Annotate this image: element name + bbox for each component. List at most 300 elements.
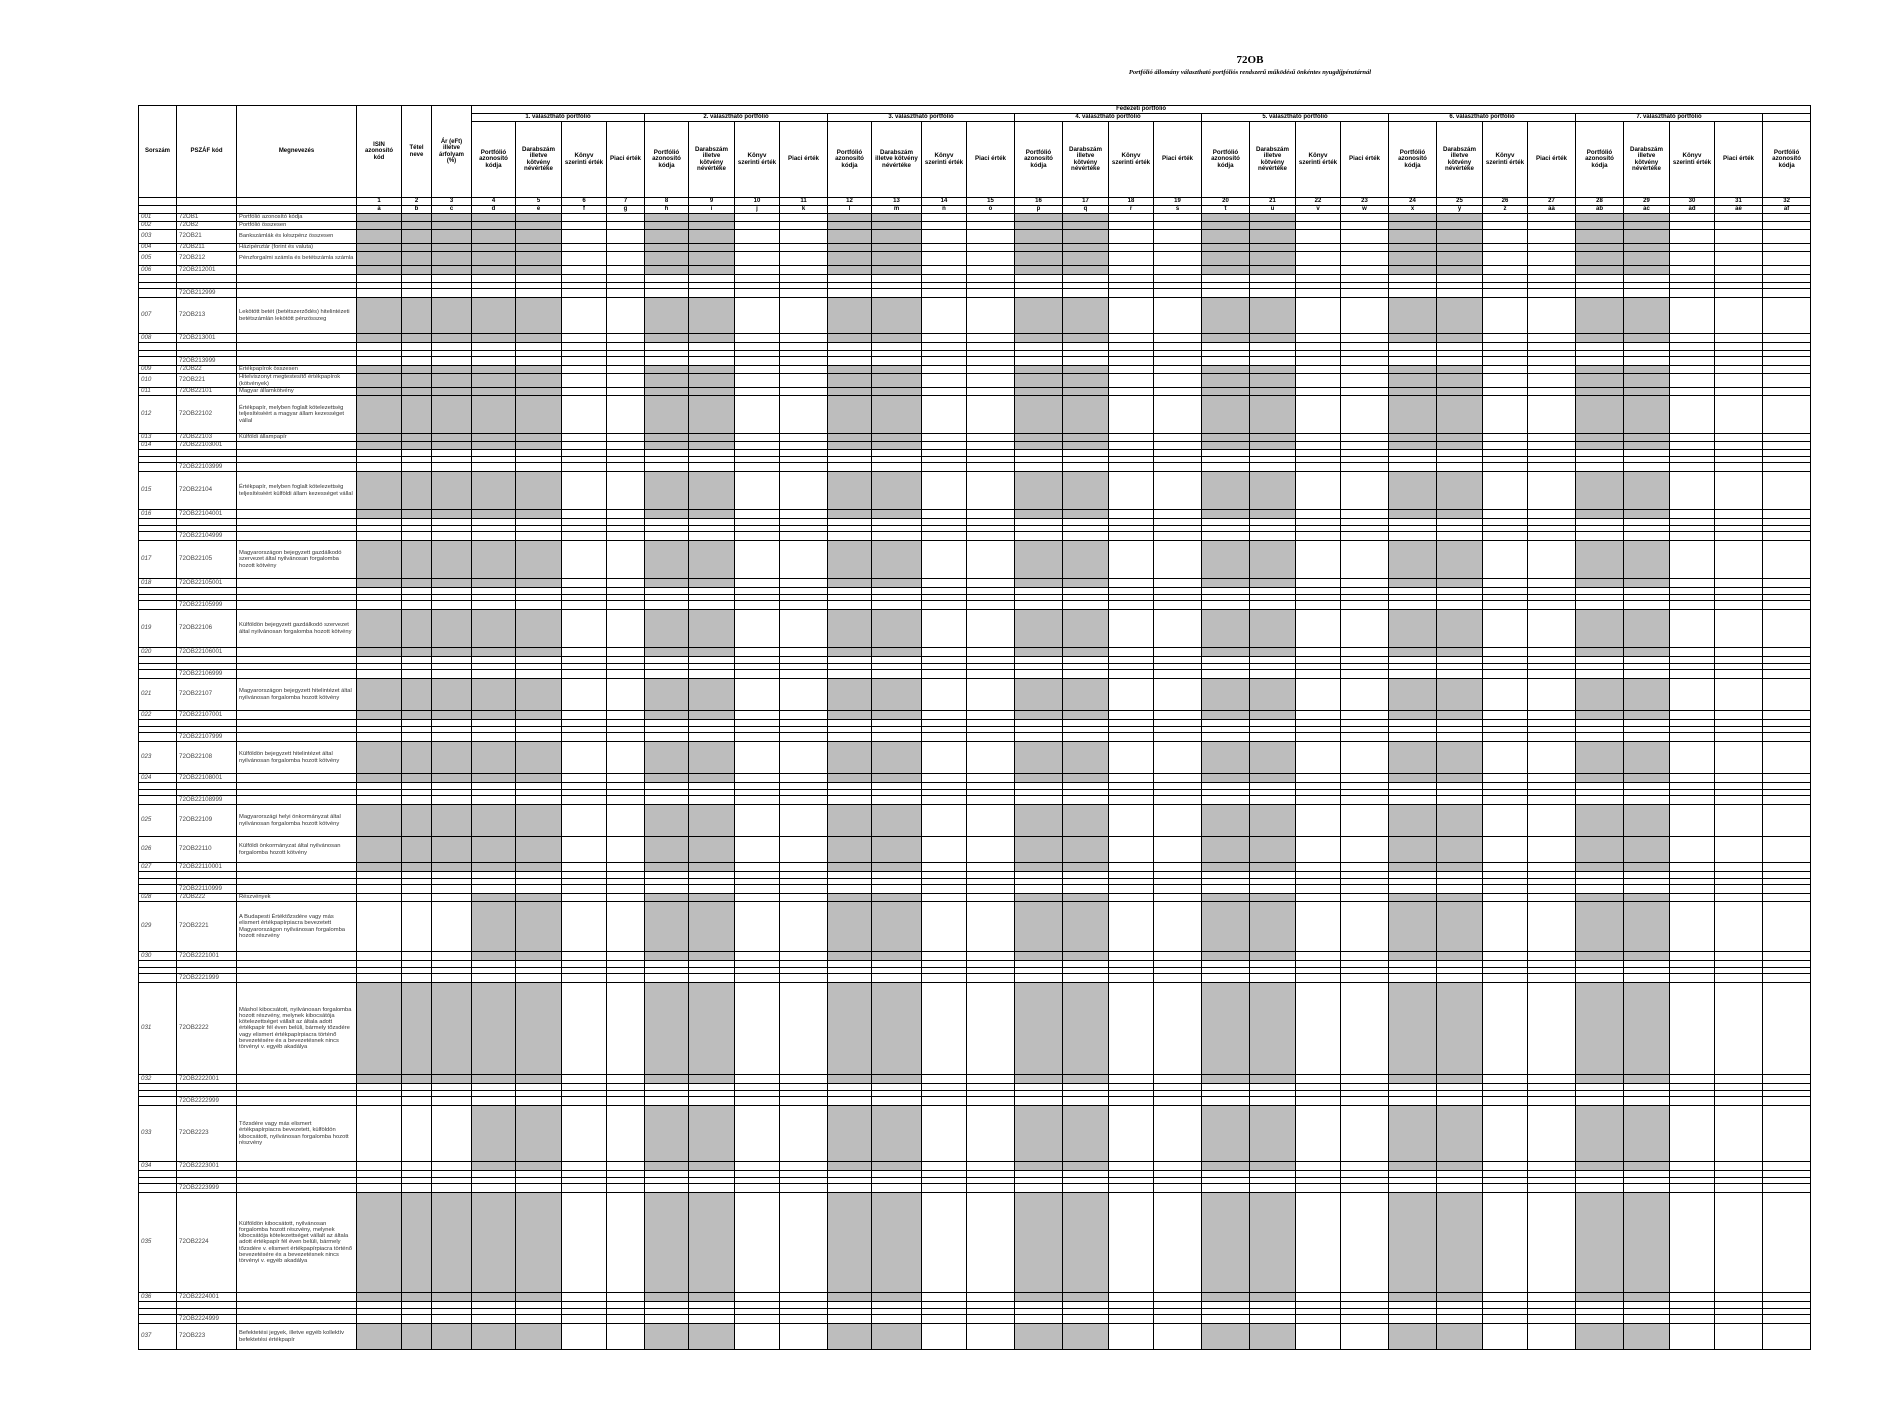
data-cell: [735, 541, 780, 579]
data-cell: [1389, 450, 1437, 457]
data-cell: [1670, 1184, 1715, 1193]
data-cell: [967, 289, 1015, 298]
data-cell: [1763, 519, 1811, 526]
data-cell: [828, 720, 872, 727]
data-cell: [689, 863, 735, 872]
data-cell: [1483, 783, 1528, 790]
data-cell: [1202, 442, 1250, 450]
data-cell: [472, 983, 516, 1075]
data-cell: [1063, 396, 1109, 434]
data-cell: [1063, 388, 1109, 396]
data-cell: [1483, 510, 1528, 519]
data-cell: [1154, 588, 1202, 595]
data-cell: [607, 1084, 645, 1091]
data-cell: [1763, 579, 1811, 588]
pszaf-kod-header: PSZÁF kód: [177, 106, 237, 198]
data-cell: [402, 388, 432, 396]
data-cell: [1763, 657, 1811, 664]
data-cell: [357, 252, 402, 266]
data-cell: [357, 872, 402, 879]
data-cell: [562, 885, 607, 894]
data-cell: [1250, 1184, 1296, 1193]
data-cell: [432, 952, 472, 961]
data-cell: [967, 837, 1015, 863]
data-cell: [562, 1193, 607, 1293]
data-cell: [872, 230, 922, 244]
data-cell: [1670, 742, 1715, 774]
data-cell: [562, 510, 607, 519]
data-cell: [1437, 334, 1483, 343]
data-cell: [472, 601, 516, 610]
data-cell: [562, 519, 607, 526]
data-cell: [1483, 774, 1528, 783]
data-cell: [432, 463, 472, 472]
data-cell: [1015, 396, 1063, 434]
data-cell: [1015, 837, 1063, 863]
data-cell: [645, 1106, 689, 1162]
data-cell: [922, 343, 967, 351]
data-cell: [1389, 742, 1437, 774]
data-cell: [1341, 720, 1389, 727]
data-cell: [1624, 601, 1670, 610]
data-cell: [922, 863, 967, 872]
data-cell: [1389, 733, 1437, 742]
data-cell: [645, 1184, 689, 1193]
data-cell: [1015, 334, 1063, 343]
data-cell: [967, 1293, 1015, 1302]
data-cell: [1715, 1302, 1763, 1309]
data-cell: [1109, 214, 1154, 222]
data-cell: [432, 1075, 472, 1084]
data-cell: [1528, 222, 1576, 230]
data-cell: [1063, 1084, 1109, 1091]
sorszam-cell: 024: [139, 774, 177, 783]
data-cell: [1576, 1324, 1624, 1350]
col-letter: y: [1437, 206, 1483, 214]
data-cell: [1763, 742, 1811, 774]
pszaf-kod-cell: 72OB2224001: [177, 1293, 237, 1302]
data-cell: [1715, 952, 1763, 961]
data-cell: [402, 805, 432, 837]
col-letter: a: [357, 206, 402, 214]
data-cell: [402, 442, 432, 450]
data-cell: [562, 588, 607, 595]
data-cell: [472, 275, 516, 283]
data-cell: [1154, 519, 1202, 526]
data-cell: [1202, 230, 1250, 244]
data-cell: [1296, 588, 1341, 595]
data-cell: [1154, 510, 1202, 519]
data-cell: [1250, 610, 1296, 648]
data-cell: [689, 588, 735, 595]
data-cell: [607, 1193, 645, 1293]
data-cell: [1483, 742, 1528, 774]
data-cell: [828, 1293, 872, 1302]
pszaf-kod-cell: 72OB213999: [177, 357, 237, 366]
data-cell: [1341, 974, 1389, 983]
data-cell: [1528, 588, 1576, 595]
data-cell: [1063, 1075, 1109, 1084]
data-cell: [922, 510, 967, 519]
data-cell: [872, 334, 922, 343]
pszaf-kod-cell: [177, 961, 237, 968]
data-cell: [607, 837, 645, 863]
data-cell: [1109, 541, 1154, 579]
data-cell: [689, 974, 735, 983]
data-cell: [1576, 266, 1624, 275]
data-cell: [1250, 894, 1296, 902]
data-cell: [828, 902, 872, 952]
data-cell: [1483, 885, 1528, 894]
data-cell: [516, 275, 562, 283]
data-cell: [1109, 863, 1154, 872]
data-cell: [1109, 885, 1154, 894]
data-cell: [1109, 720, 1154, 727]
data-cell: [1715, 902, 1763, 952]
data-cell: [1341, 894, 1389, 902]
data-cell: [1576, 588, 1624, 595]
data-cell: [1624, 974, 1670, 983]
data-cell: [828, 472, 872, 510]
data-cell: [828, 1171, 872, 1178]
data-cell: [1483, 974, 1528, 983]
data-cell: [1528, 442, 1576, 450]
data-cell: [735, 1293, 780, 1302]
data-cell: [1015, 885, 1063, 894]
data-cell: [967, 774, 1015, 783]
data-cell: [1109, 679, 1154, 711]
data-cell: [1109, 396, 1154, 434]
data-cell: [1528, 742, 1576, 774]
data-cell: [1528, 711, 1576, 720]
data-cell: [967, 733, 1015, 742]
data-cell: [922, 670, 967, 679]
data-cell: [1296, 222, 1341, 230]
data-cell: [1063, 434, 1109, 442]
data-cell: [1483, 1315, 1528, 1324]
data-cell: [1437, 357, 1483, 366]
data-cell: [607, 230, 645, 244]
data-cell: [1296, 742, 1341, 774]
data-cell: [735, 275, 780, 283]
data-cell: [607, 532, 645, 541]
table-row: [139, 388, 1811, 396]
data-cell: [1250, 733, 1296, 742]
data-cell: [1250, 711, 1296, 720]
data-cell: [1250, 374, 1296, 388]
data-cell: [1670, 711, 1715, 720]
data-cell: [828, 230, 872, 244]
data-cell: [1483, 648, 1528, 657]
data-cell: [1154, 894, 1202, 902]
data-cell: [357, 601, 402, 610]
data-cell: [357, 588, 402, 595]
data-cell: [967, 366, 1015, 374]
data-cell: [432, 374, 472, 388]
data-cell: [1670, 450, 1715, 457]
data-cell: [967, 952, 1015, 961]
data-cell: [432, 230, 472, 244]
data-cell: [1576, 885, 1624, 894]
data-cell: [1109, 510, 1154, 519]
pszaf-kod-cell: 72OB22104999: [177, 532, 237, 541]
data-cell: [1389, 601, 1437, 610]
data-cell: [1763, 601, 1811, 610]
data-cell: [1109, 1097, 1154, 1106]
data-cell: [472, 230, 516, 244]
data-cell: [516, 450, 562, 457]
data-cell: [1528, 396, 1576, 434]
data-cell: [1015, 711, 1063, 720]
data-cell: [1015, 366, 1063, 374]
data-cell: [1576, 1084, 1624, 1091]
data-cell: [1250, 252, 1296, 266]
col-letter: u: [1250, 206, 1296, 214]
sorszam-cell: 002: [139, 222, 177, 230]
data-cell: [1763, 396, 1811, 434]
pszaf-kod-cell: 72OB222: [177, 894, 237, 902]
data-cell: [872, 711, 922, 720]
data-cell: [1250, 657, 1296, 664]
data-cell: [780, 902, 828, 952]
data-cell: [562, 541, 607, 579]
data-cell: [780, 434, 828, 442]
data-cell: [1437, 230, 1483, 244]
data-cell: [1341, 805, 1389, 837]
data-cell: [516, 742, 562, 774]
data-cell: [1576, 657, 1624, 664]
data-cell: [1763, 510, 1811, 519]
data-cell: [1483, 532, 1528, 541]
data-cell: [1015, 463, 1063, 472]
sorszam-cell: [139, 1084, 177, 1091]
data-cell: [922, 289, 967, 298]
data-cell: [1063, 298, 1109, 334]
data-cell: [1341, 983, 1389, 1075]
data-cell: [872, 252, 922, 266]
data-cell: [1624, 289, 1670, 298]
data-cell: [872, 885, 922, 894]
data-cell: [872, 388, 922, 396]
sorszam-cell: 008: [139, 334, 177, 343]
data-cell: [562, 610, 607, 648]
data-cell: [1202, 742, 1250, 774]
data-cell: [1624, 510, 1670, 519]
data-cell: [607, 366, 645, 374]
megnevezes-cell: Befektetési jegyek, illetve egyéb kollektív befektetési értékpapír: [237, 1324, 357, 1350]
data-cell: [689, 366, 735, 374]
data-cell: [1715, 244, 1763, 252]
data-cell: [1296, 579, 1341, 588]
megnevezes-cell: [237, 275, 357, 283]
col-number: 32: [1763, 198, 1811, 206]
data-cell: [735, 1315, 780, 1324]
data-cell: [689, 837, 735, 863]
data-cell: [1341, 961, 1389, 968]
data-cell: [1063, 289, 1109, 298]
data-cell: [1528, 388, 1576, 396]
data-cell: [1341, 442, 1389, 450]
data-cell: [1341, 1302, 1389, 1309]
data-cell: [1670, 902, 1715, 952]
sorszam-cell: [139, 519, 177, 526]
data-cell: [645, 679, 689, 711]
data-cell: [472, 796, 516, 805]
data-cell: [1763, 588, 1811, 595]
data-cell: [1015, 657, 1063, 664]
data-cell: [828, 1324, 872, 1350]
data-cell: [735, 872, 780, 879]
data-cell: [562, 796, 607, 805]
data-cell: [1296, 902, 1341, 952]
data-cell: [1389, 434, 1437, 442]
data-cell: [872, 357, 922, 366]
data-cell: [645, 837, 689, 863]
data-cell: [828, 805, 872, 837]
data-cell: [357, 1315, 402, 1324]
data-cell: [1296, 230, 1341, 244]
data-cell: [562, 244, 607, 252]
data-cell: [607, 472, 645, 510]
data-cell: [402, 1184, 432, 1193]
data-cell: [1437, 463, 1483, 472]
table-row: [139, 434, 1811, 442]
data-cell: [562, 275, 607, 283]
data-cell: [516, 783, 562, 790]
data-cell: [828, 1097, 872, 1106]
data-cell: [967, 244, 1015, 252]
data-cell: [1624, 334, 1670, 343]
data-cell: [735, 720, 780, 727]
data-cell: [1624, 222, 1670, 230]
data-cell: [1154, 1075, 1202, 1084]
data-cell: [1624, 579, 1670, 588]
data-cell: [1202, 1084, 1250, 1091]
data-cell: [607, 510, 645, 519]
data-cell: [1015, 863, 1063, 872]
blank-header-cell: [139, 206, 177, 214]
data-cell: [1483, 1171, 1528, 1178]
portfolio-title-6: 6. választható portfólió: [1389, 114, 1576, 122]
data-cell: [1202, 510, 1250, 519]
data-cell: [1154, 837, 1202, 863]
data-cell: [689, 670, 735, 679]
data-cell: [1296, 679, 1341, 711]
data-cell: [1063, 796, 1109, 805]
data-cell: [1389, 366, 1437, 374]
data-cell: [1483, 863, 1528, 872]
data-cell: [872, 783, 922, 790]
data-cell: [1483, 1084, 1528, 1091]
data-cell: [735, 366, 780, 374]
data-cell: [432, 1084, 472, 1091]
data-cell: [516, 774, 562, 783]
data-cell: [516, 720, 562, 727]
data-cell: [1250, 222, 1296, 230]
sorszam-cell: 025: [139, 805, 177, 837]
data-cell: [1576, 388, 1624, 396]
data-cell: [1670, 648, 1715, 657]
data-cell: [735, 610, 780, 648]
data-cell: [1624, 902, 1670, 952]
data-cell: [1576, 974, 1624, 983]
data-cell: [1483, 579, 1528, 588]
data-cell: [1109, 450, 1154, 457]
table-row: [139, 1075, 1811, 1084]
data-cell: [1154, 670, 1202, 679]
data-cell: [1437, 1106, 1483, 1162]
data-cell: [1154, 1171, 1202, 1178]
data-cell: [828, 252, 872, 266]
data-cell: [1528, 366, 1576, 374]
megnevezes-cell: [237, 450, 357, 457]
data-cell: [1202, 472, 1250, 510]
data-cell: [516, 733, 562, 742]
data-cell: [922, 774, 967, 783]
data-cell: [1624, 961, 1670, 968]
portfolio-title-4: 4. választható portfólió: [1015, 114, 1202, 122]
data-cell: [357, 805, 402, 837]
table-row: [139, 610, 1811, 648]
sorszam-cell: [139, 733, 177, 742]
megnevezes-cell: Magyarországi helyi önkormányzat által nyilvánosan forgalomba hozott kötvény: [237, 805, 357, 837]
pszaf-kod-cell: 72OB22103: [177, 434, 237, 442]
data-cell: [1576, 1193, 1624, 1293]
data-cell: [1715, 532, 1763, 541]
data-cell: [922, 885, 967, 894]
data-cell: [689, 648, 735, 657]
data-cell: [922, 601, 967, 610]
sorszam-cell: 015: [139, 472, 177, 510]
data-cell: [645, 275, 689, 283]
data-cell: [1670, 679, 1715, 711]
data-cell: [828, 579, 872, 588]
data-cell: [780, 805, 828, 837]
data-cell: [689, 902, 735, 952]
data-cell: [1437, 783, 1483, 790]
data-cell: [472, 1075, 516, 1084]
pszaf-kod-cell: 72OB22110999: [177, 885, 237, 894]
data-cell: [1202, 450, 1250, 457]
data-cell: [1063, 1171, 1109, 1178]
data-cell: [607, 252, 645, 266]
data-cell: [562, 374, 607, 388]
data-cell: [357, 720, 402, 727]
data-cell: [1250, 266, 1296, 275]
data-cell: [1670, 961, 1715, 968]
data-cell: [357, 974, 402, 983]
data-cell: [1670, 1293, 1715, 1302]
data-cell: [357, 711, 402, 720]
data-cell: [562, 974, 607, 983]
data-cell: [1715, 343, 1763, 351]
data-cell: [967, 648, 1015, 657]
data-cell: [689, 275, 735, 283]
data-cell: [357, 1193, 402, 1293]
data-cell: [1154, 774, 1202, 783]
data-cell: [1154, 450, 1202, 457]
data-cell: [1437, 720, 1483, 727]
data-cell: [922, 783, 967, 790]
data-cell: [645, 541, 689, 579]
data-cell: [780, 541, 828, 579]
sub-header: Portfólió azonosító kódja: [645, 122, 689, 198]
data-cell: [1202, 733, 1250, 742]
data-cell: [1109, 774, 1154, 783]
data-cell: [645, 983, 689, 1075]
data-cell: [780, 894, 828, 902]
sorszam-cell: [139, 1171, 177, 1178]
